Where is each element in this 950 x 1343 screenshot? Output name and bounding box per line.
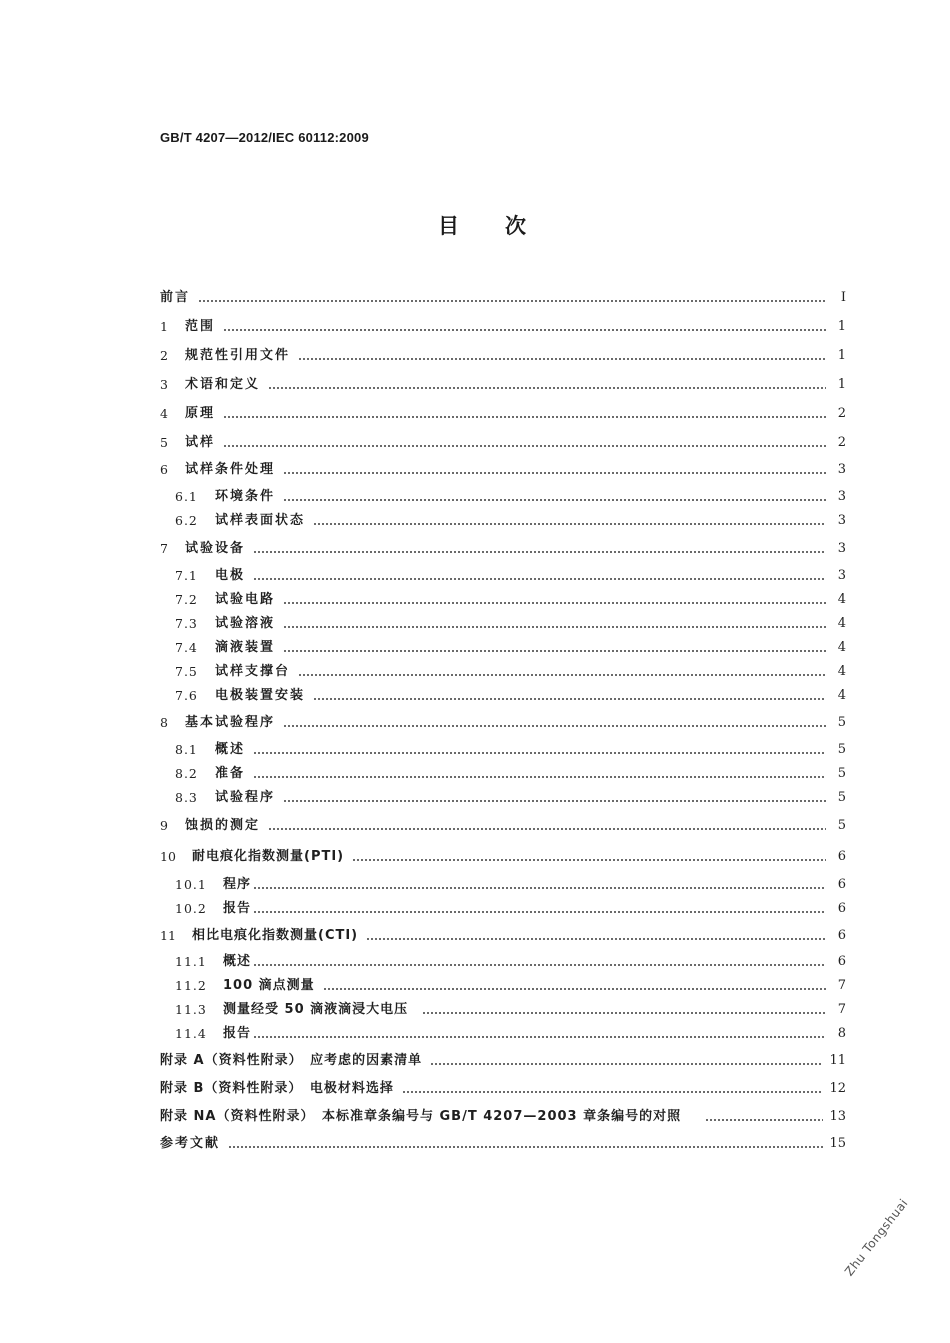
dot-leader (323, 976, 826, 996)
toc-label: 环境条件 (215, 489, 276, 504)
toc-page-number: 11 (829, 1053, 846, 1068)
toc-page-number: 3 (837, 489, 846, 504)
dot-leader (366, 926, 826, 946)
dot-leader (283, 460, 826, 480)
dot-leader (228, 1134, 823, 1154)
toc-number: 8.3 (175, 790, 198, 805)
toc-entry-3[interactable] (160, 375, 846, 395)
toc-page-number: 4 (837, 640, 846, 655)
toc-entry-8[interactable] (160, 713, 846, 733)
toc-label: 试验电路 (215, 592, 276, 607)
toc-label: 原理 (185, 406, 216, 421)
toc-label: 试样条件处理 (185, 462, 276, 477)
dot-leader (313, 686, 826, 706)
toc-entry-11-1[interactable] (175, 952, 846, 972)
dot-leader (223, 317, 826, 337)
toc-page-number: 13 (829, 1109, 846, 1124)
dot-leader (430, 1051, 823, 1071)
toc-number: 11.1 (175, 954, 207, 969)
toc-entry-1[interactable] (160, 317, 846, 337)
toc-entry-10-2[interactable] (175, 899, 846, 919)
toc-label: 基本试验程序 (185, 715, 276, 730)
toc-page-number: 4 (837, 616, 846, 631)
toc-label: 附录 B（资料性附录） 电极材料选择 (160, 1081, 394, 1096)
toc-number: 8.1 (175, 742, 198, 757)
toc-page-number: 2 (837, 406, 846, 421)
toc-entry-8-3[interactable] (175, 788, 846, 808)
toc-label: 报告 (223, 901, 252, 916)
toc-page-number: 1 (837, 377, 846, 392)
toc-page-number: 5 (837, 742, 846, 757)
toc-page-number: 3 (837, 462, 846, 477)
toc-entry-11[interactable] (160, 926, 846, 946)
toc-label: 电极装置安装 (215, 688, 306, 703)
toc-number: 10 (160, 849, 176, 864)
toc-label: 附录 A（资料性附录） 应考虑的因素清单 (160, 1053, 423, 1068)
dot-leader (223, 433, 826, 453)
toc-number: 11.3 (175, 1002, 207, 1017)
toc-entry-6-2[interactable] (175, 511, 846, 531)
watermark-signature: Zhu Tongshuai (842, 1196, 911, 1279)
toc-page-number: 5 (837, 790, 846, 805)
toc-entry-4[interactable] (160, 404, 846, 424)
toc-number: 10.1 (175, 877, 207, 892)
toc-entry-8-2[interactable] (175, 764, 846, 784)
dot-leader (253, 899, 826, 919)
toc-label: 报告 (223, 1026, 252, 1041)
toc-page-number: 4 (837, 664, 846, 679)
toc-entry-bibliography[interactable] (160, 1134, 846, 1154)
toc-page-number: 7 (837, 1002, 846, 1017)
dot-leader (253, 875, 826, 895)
toc-entry-7-4[interactable] (175, 638, 846, 658)
dot-leader (283, 788, 826, 808)
toc-page-number: 2 (837, 435, 846, 450)
toc-number: 6 (160, 462, 168, 477)
toc-page-number: 4 (837, 592, 846, 607)
toc-number: 5 (160, 435, 168, 450)
toc-page-number: 7 (837, 978, 846, 993)
toc-entry-9[interactable] (160, 816, 846, 836)
document-code-header: GB/T 4207—2012/IEC 60112:2009 (160, 130, 369, 145)
toc-page-number: 3 (837, 568, 846, 583)
toc-page-number: 3 (837, 513, 846, 528)
toc-page-number: 6 (837, 928, 846, 943)
toc-label: 概述 (215, 742, 246, 757)
toc-entry-10[interactable] (160, 847, 846, 867)
toc-label: 试验设备 (185, 541, 246, 556)
toc-number: 7.4 (175, 640, 198, 655)
toc-number: 1 (160, 319, 168, 334)
toc-number: 6.1 (175, 489, 198, 504)
toc-entry-annex-b[interactable] (160, 1079, 846, 1099)
dot-leader (352, 847, 826, 867)
dot-leader (298, 346, 826, 366)
toc-page-number: 12 (829, 1081, 846, 1096)
dot-leader (283, 487, 826, 507)
toc-label: 概述 (223, 954, 252, 969)
dot-leader (253, 740, 826, 760)
toc-number: 11.2 (175, 978, 207, 993)
toc-number: 7.5 (175, 664, 198, 679)
toc-label: 试验溶液 (215, 616, 276, 631)
dot-leader (268, 375, 826, 395)
toc-page-number: 4 (837, 688, 846, 703)
toc-number: 10.2 (175, 901, 207, 916)
dot-leader (283, 713, 826, 733)
dot-leader (198, 288, 826, 308)
toc-label: 附录 NA（资料性附录） 本标准章条编号与 GB/T 4207—2003 章条编号的对照 (160, 1109, 682, 1124)
toc-label: 蚀损的测定 (185, 818, 261, 833)
toc-page-number: 5 (837, 715, 846, 730)
toc-label: 电极 (215, 568, 246, 583)
toc-page-number: Ⅰ (840, 290, 846, 305)
dot-leader (313, 511, 826, 531)
dot-leader (253, 764, 826, 784)
toc-page-number: 5 (837, 766, 846, 781)
toc-page-number: 3 (837, 541, 846, 556)
toc-entry-annex-a[interactable] (160, 1051, 846, 1071)
dot-leader (705, 1107, 823, 1127)
toc-label: 规范性引用文件 (185, 348, 291, 363)
dot-leader (402, 1079, 824, 1099)
toc-entry-8-1[interactable] (175, 740, 846, 760)
dot-leader (283, 590, 826, 610)
toc-entry-7-5[interactable] (175, 662, 846, 682)
toc-page-number: 15 (829, 1136, 846, 1151)
toc-number: 9 (160, 818, 168, 833)
toc-entry-foreword[interactable] (160, 288, 846, 308)
toc-label: 试样表面状态 (215, 513, 306, 528)
toc-entry-2[interactable] (160, 346, 846, 366)
toc-number: 6.2 (175, 513, 198, 528)
toc-label: 准备 (215, 766, 246, 781)
toc-label: 耐电痕化指数测量(PTI) (192, 849, 345, 864)
toc-number: 7.1 (175, 568, 198, 583)
toc-page-number: 6 (837, 849, 846, 864)
toc-entry-6-1[interactable] (175, 487, 846, 507)
toc-entry-annex-na[interactable] (160, 1107, 846, 1127)
toc-label: 100 滴点测量 (223, 978, 315, 993)
toc-label: 滴液装置 (215, 640, 276, 655)
toc-page-number: 6 (837, 954, 846, 969)
toc-label: 参考文献 (160, 1136, 221, 1151)
toc-label: 程序 (223, 877, 252, 892)
toc-entry-7-2[interactable] (175, 590, 846, 610)
toc-entry-5[interactable] (160, 433, 846, 453)
dot-leader (298, 662, 826, 682)
toc-label: 范围 (185, 319, 216, 334)
toc-label: 测量经受 50 滴液滴浸大电压 (223, 1002, 409, 1017)
toc-number: 7 (160, 541, 168, 556)
toc-label: 前言 (160, 290, 191, 305)
dot-leader (283, 638, 826, 658)
toc-number: 7.6 (175, 688, 198, 703)
toc-entry-6[interactable] (160, 460, 846, 480)
toc-number: 8 (160, 715, 168, 730)
dot-leader (268, 816, 826, 836)
toc-entry-10-1[interactable] (175, 875, 846, 895)
toc-page-number: 8 (837, 1026, 846, 1041)
dot-leader (253, 952, 826, 972)
toc-label: 试样 (185, 435, 216, 450)
toc-number: 4 (160, 406, 168, 421)
dot-leader (223, 404, 826, 424)
dot-leader (253, 539, 826, 559)
toc-number: 2 (160, 348, 168, 363)
page-title: 目次 (438, 214, 572, 238)
toc-number: 11 (160, 928, 176, 943)
toc-entry-11-2[interactable] (175, 976, 846, 996)
dot-leader (253, 1024, 826, 1044)
toc-label: 相比电痕化指数测量(CTI) (192, 928, 359, 943)
dot-leader (422, 1000, 826, 1020)
dot-leader (253, 566, 826, 586)
toc-entry-11-4[interactable] (175, 1024, 846, 1044)
toc-page-number: 1 (837, 348, 846, 363)
toc-number: 7.2 (175, 592, 198, 607)
toc-page-number: 5 (837, 818, 846, 833)
toc-page-number: 6 (837, 901, 846, 916)
toc-entry-7[interactable] (160, 539, 846, 559)
toc-label: 术语和定义 (185, 377, 261, 392)
toc-entry-7-1[interactable] (175, 566, 846, 586)
toc-page-number: 6 (837, 877, 846, 892)
toc-label: 试验程序 (215, 790, 276, 805)
toc-number: 3 (160, 377, 168, 392)
toc-entry-11-3[interactable] (175, 1000, 846, 1020)
toc-entry-7-6[interactable] (175, 686, 846, 706)
toc-number: 7.3 (175, 616, 198, 631)
toc-page-number: 1 (837, 319, 846, 334)
toc-label: 试样支撑台 (215, 664, 291, 679)
toc-entry-7-3[interactable] (175, 614, 846, 634)
toc-number: 11.4 (175, 1026, 207, 1041)
toc-number: 8.2 (175, 766, 198, 781)
dot-leader (283, 614, 826, 634)
